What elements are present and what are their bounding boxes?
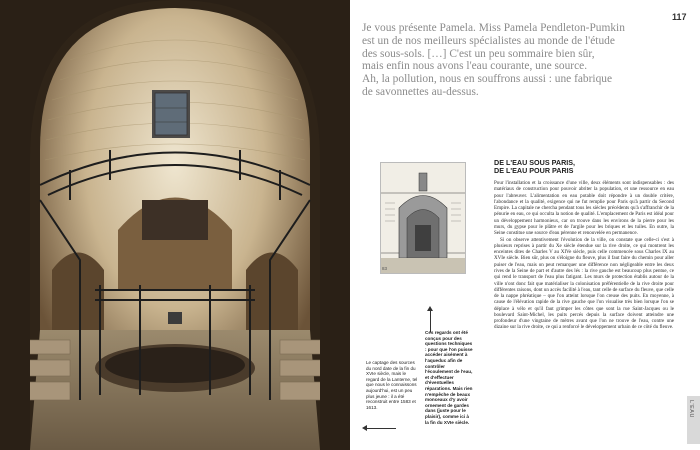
chapter-label: L'EAU	[688, 400, 694, 418]
intro-line: Ah, la pollution, nous en souffrons aussi : une fabrique	[362, 73, 613, 86]
left-arrow-icon	[366, 428, 396, 429]
fountain-house-engraving	[381, 163, 465, 273]
article-paragraph: Pour l'installation et la croissance d'une ville, deux éléments sont indispensables : des matériaux de construction pour pouvoir abriter la population, et une ressource en eau pour l'abreuver. L'alimentation en eau potable doit répondre à un double critère, l'abondance et la qualité, exigence qui ne fut remplie pour Paris qu'à partir du Second Empire. La capitale ne chercha pendant tous les siècles précédents qu'à s'affranchir de la pénurie en eau, ce qui occulta la notion de qualité. L'emplacement de Paris est idéal pour un développement harmonieux, car on trouve dans les environs de la pierre pour les murs, du gypse pour le plâtre et de l'argile pour les briques et les tuiles. En outre, la Seine constitue une source d'eau pérenne et renouvelée en permanence.	[494, 180, 674, 237]
engraving-illustration	[380, 162, 466, 274]
intro-line: est un de nos meilleurs spécialistes au monde de l'étude	[362, 34, 615, 47]
intro-line: Je vous présente Pamela. Miss Pamela Pendleton-Pumkin	[362, 22, 625, 34]
article-heading	[494, 159, 674, 175]
intro-line: de savonnettes au-dessus.	[362, 85, 479, 98]
intro-line: des sous-sols. […] C'est un peu sommaire bien sûr,	[362, 47, 595, 60]
article-heading-line: DE L'EAU SOUS PARIS,	[494, 158, 576, 167]
photo-caption: Le captage des sources du nord date de la fin du XVIe siècle, mais le regard de la Lanterne, tel que nous le connaissons aujourd'hui, est un peu plus jeune : il a été reconstruit entre 1583 et 1613.	[366, 360, 418, 410]
up-arrow-icon	[430, 310, 431, 332]
intro-quote	[362, 22, 662, 99]
article-paragraph: Si on observe attentivement l'évolution de la ville, on constate que celle-ci s'est à plusieurs reprises à partir du Xe siècle étendue sur la rive droite, ce qui montrent les enceintes dites de Charles V au XIVe siècle, puis celle commencée sous Charles IX au XVIe siècle. Bien sûr, plus on s'éloigne du fleuve, plus il faut faire du chemin pour aller puiser de l'eau, mais on peut remarquer une différence non négligeable entre les deux rives de la Seine de part et d'autre des lés : la rive gauche est beaucoup plus pentue, ce qui rend le transport de l'eau plus fatigant. Les murs de protection établis autour de la ville n'ont donc fait que matérialiser la colonisation préférentielle de la rive droite pour différentes raisons, dont un accès facilité à l'eau, tant celle de surface du fleuve, que celle de la nappe phréatique – que l'on atteint lorsque l'on creuse des puits. En moyenne, à cause de l'élévation rapide de la rive gauche que l'on visualise très bien lorsque l'on se déplace à vélo et qu'il faut grimper les côtes que sont la rue Saint-Jacques ou le boulevard Saint-Michel, les puits percés depuis la surface doivent atteindre une profondeur d'une vingtaine de mètres avant que l'on ne trouve de l'eau, contre une dizaine sur la rive droite, ce qui a renforcé le développement urbain de ce côté du fleuve.	[494, 236, 674, 331]
intro-line: mais enfin nous avons l'eau courante, une source.	[362, 60, 588, 73]
article-heading-line: DE L'EAU POUR PARIS	[494, 166, 574, 176]
engraving-number: 83	[382, 266, 388, 271]
page-number: 117	[672, 12, 687, 22]
engraving-caption: Ces regards ont été conçus pour des questions techniques : pour que l'on puisse accéder aisément à l'aqueduc afin de contrôler l'écoulement de l'eau, et d'effectuer d'éventuelles réparations. Mais rien n'empêche de beaux monceaux d'y avoir ornement de gardes dans (juste pour le plaisir), comme ici à la fin du XVIe siècle.	[425, 330, 473, 425]
article-body	[494, 180, 674, 331]
